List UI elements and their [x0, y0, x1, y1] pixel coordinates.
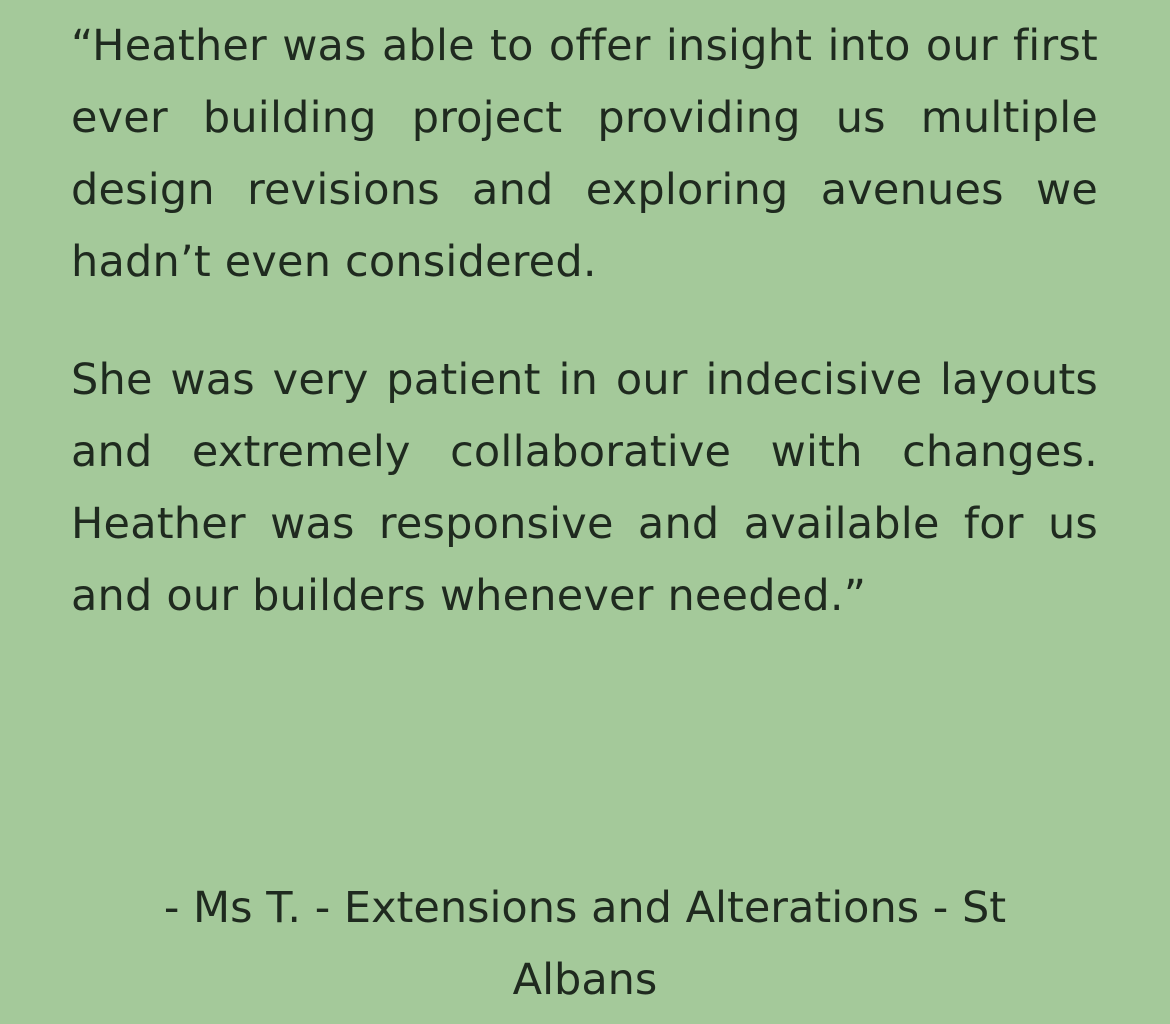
testimonial-attribution: - Ms T. - Extensions and Alterations - St Albans [163, 883, 1007, 1005]
quote-paragraph-1: “Heather was able to offer insight into our first ever building project providing us multiple design revisions and exploring avenues we hadn’t even considered. [71, 21, 1098, 287]
testimonial-quote [71, 10, 1098, 632]
quote-paragraph-2: She was very patient in our indecisive layouts and extremely collaborative with changes. Heather was responsive and available for us and our builders whenever needed.” [71, 355, 1098, 621]
